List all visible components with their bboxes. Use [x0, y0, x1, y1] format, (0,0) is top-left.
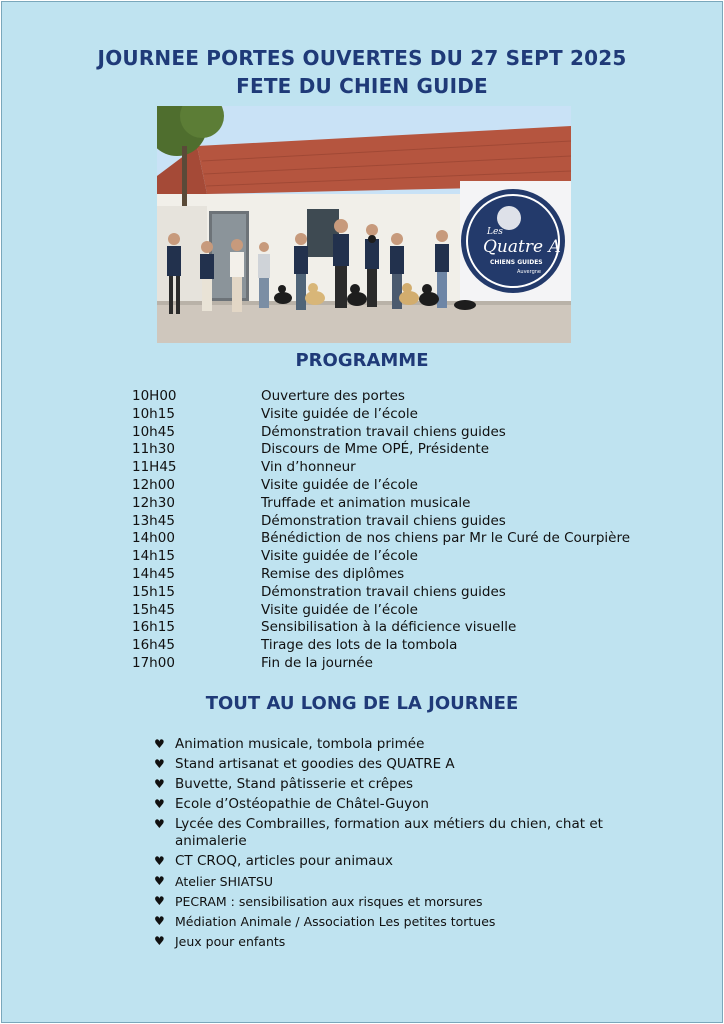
schedule-row — [132, 530, 630, 548]
list-item-text: Atelier SHIATSU — [175, 874, 273, 889]
list-item — [154, 756, 654, 773]
logo-text-les: Les — [487, 227, 503, 237]
schedule-time: 11H45 — [132, 459, 177, 476]
schedule-activity: Démonstration travail chiens guides — [261, 512, 506, 529]
schedule-activity: Sensibilisation à la déficience visuelle — [261, 619, 517, 636]
list-item — [154, 816, 654, 850]
schedule-time: 14h15 — [132, 548, 175, 565]
schedule-activity: Visite guidée de l’école — [261, 601, 418, 618]
heart-bullet-icon: ♥ — [154, 874, 165, 888]
list-item — [154, 796, 654, 813]
schedule-time: 11h30 — [132, 441, 175, 458]
list-item-text: Jeux pour enfants — [175, 934, 286, 949]
schedule-time: 15h45 — [132, 601, 175, 618]
schedule-row — [132, 548, 630, 566]
schedule-row — [132, 619, 630, 637]
list-item — [154, 893, 654, 910]
schedule-activity: Ouverture des portes — [261, 388, 405, 404]
list-item-text: Lycée des Combrailles, formation aux métiers du chien, chat et animalerie — [175, 816, 603, 849]
schedule-activity: Bénédiction de nos chiens par Mr le Curé de Courpière — [261, 530, 631, 547]
heart-bullet-icon: ♥ — [154, 934, 165, 948]
schedule-row — [132, 388, 630, 406]
flyer-page — [1, 1, 723, 1023]
schedule-row — [132, 406, 630, 424]
heart-bullet-icon: ♥ — [154, 797, 165, 811]
logo-text-region: Auvergne — [517, 269, 542, 275]
schedule-time: 16h45 — [132, 637, 175, 654]
schedule-time: 10h15 — [132, 405, 175, 422]
event-title: JOURNEE PORTES OUVERTES DU 27 SEPT 2025 — [97, 46, 627, 70]
list-item-text: Médiation Animale / Association Les petites tortues — [175, 914, 496, 929]
list-item — [154, 933, 654, 950]
schedule-time: 12h30 — [132, 494, 175, 511]
schedule-activity: Vin d’honneur — [261, 459, 356, 476]
schedule-row — [132, 513, 630, 531]
schedule-activity: Démonstration travail chiens guides — [261, 583, 506, 600]
schedule-time: 14h00 — [132, 530, 175, 547]
schedule-row — [132, 441, 630, 459]
schedule-time: 10h45 — [132, 423, 175, 440]
schedule-activity: Visite guidée de l’école — [261, 548, 418, 565]
schedule-row — [132, 477, 630, 495]
schedule-activity: Truffade et animation musicale — [261, 494, 471, 511]
list-item-text: Ecole d’Ostéopathie de Châtel-Guyon — [175, 796, 429, 812]
schedule-row — [132, 602, 630, 620]
schedule-activity: Remise des diplômes — [261, 565, 405, 582]
heart-bullet-icon: ♥ — [154, 757, 165, 771]
heart-bullet-icon: ♥ — [154, 817, 165, 831]
list-item — [154, 736, 654, 753]
schedule-time: 16h15 — [132, 619, 175, 636]
schedule-time: 15h15 — [132, 583, 175, 600]
list-item — [154, 853, 654, 870]
all-day-list — [154, 736, 654, 953]
logo-text-main: Quatre A — [483, 237, 561, 257]
programme-heading: PROGRAMME — [295, 350, 429, 371]
event-subtitle: FETE DU CHIEN GUIDE — [236, 74, 488, 98]
schedule-activity: Visite guidée de l’école — [261, 476, 418, 493]
logo-text-sub: CHIENS GUIDES — [490, 259, 543, 266]
heart-bullet-icon: ♥ — [154, 914, 165, 928]
schedule-activity: Discours de Mme OPÉ, Présidente — [261, 441, 490, 458]
schedule-row — [132, 566, 630, 584]
list-item-text: Buvette, Stand pâtisserie et crêpes — [175, 776, 414, 792]
heart-bullet-icon: ♥ — [154, 854, 165, 868]
heart-bullet-icon: ♥ — [154, 737, 165, 751]
list-item — [154, 913, 654, 930]
schedule-activity: Visite guidée de l’école — [261, 405, 418, 422]
heart-bullet-icon: ♥ — [154, 894, 165, 908]
schedule-row — [132, 637, 630, 655]
schedule-time: 13h45 — [132, 512, 175, 529]
schedule-row — [132, 459, 630, 477]
list-item-text: Stand artisanat et goodies des QUATRE A — [175, 756, 455, 772]
schedule-activity: Tirage des lots de la tombola — [261, 637, 458, 654]
list-item-text: Animation musicale, tombola primée — [175, 736, 425, 752]
schedule-time: 10H00 — [132, 388, 177, 404]
schedule-activity: Démonstration travail chiens guides — [261, 423, 506, 440]
schedule-row — [132, 424, 630, 442]
schedule-time: 17h00 — [132, 654, 175, 671]
schedule-time: 12h00 — [132, 476, 175, 493]
list-item — [154, 873, 654, 890]
all-day-heading: TOUT AU LONG DE LA JOURNEE — [205, 693, 519, 714]
group-photo — [157, 106, 571, 343]
heart-bullet-icon: ♥ — [154, 777, 165, 791]
schedule-activity: Fin de la journée — [261, 654, 373, 671]
programme-schedule — [132, 388, 630, 673]
list-item-text: PECRAM : sensibilisation aux risques et morsures — [175, 894, 483, 909]
list-item-text: CT CROQ, articles pour animaux — [175, 853, 394, 869]
schedule-row — [132, 655, 630, 673]
list-item — [154, 776, 654, 793]
schedule-row — [132, 584, 630, 602]
schedule-row — [132, 495, 630, 513]
schedule-time: 14h45 — [132, 565, 175, 582]
